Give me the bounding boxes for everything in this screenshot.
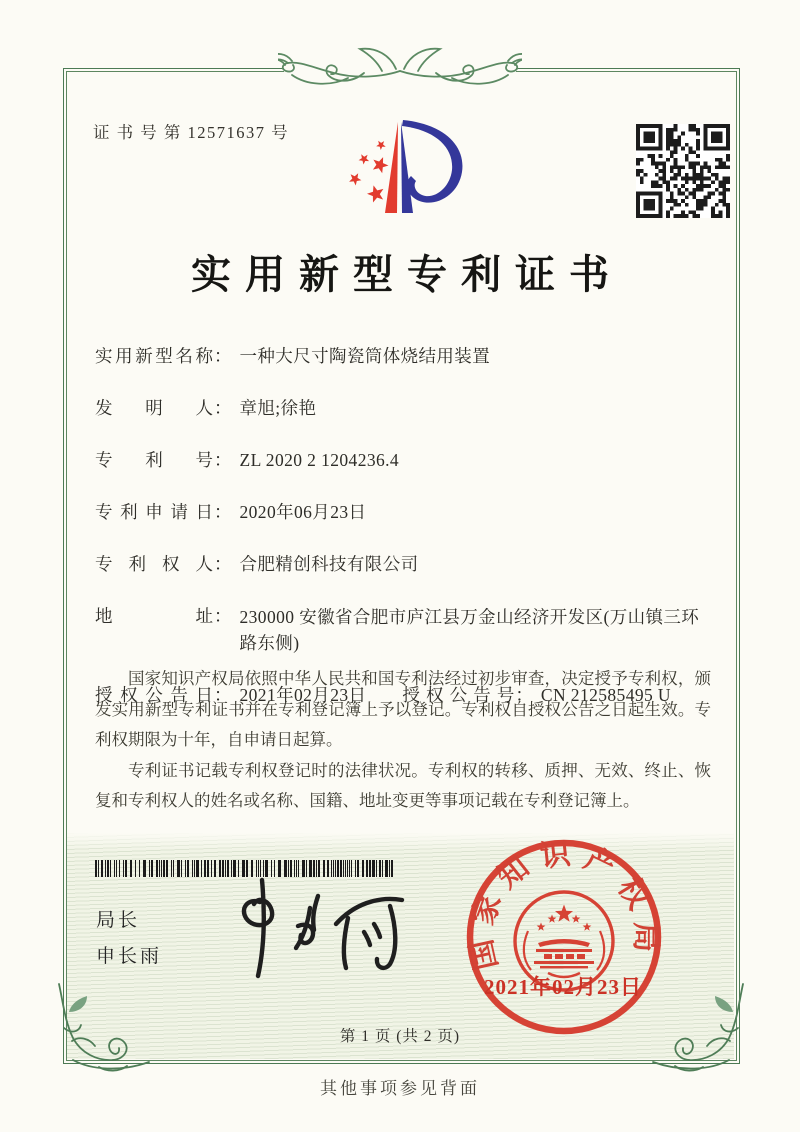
commissioner-title: 局长 bbox=[96, 910, 141, 931]
back-side-note: 其他事项参见背面 bbox=[320, 1079, 480, 1098]
field-row-patentee bbox=[95, 552, 711, 577]
field-colon: ： bbox=[214, 554, 232, 574]
field-colon: ： bbox=[214, 398, 232, 418]
certificate-title: 实用新型专利证书 bbox=[191, 252, 623, 297]
field-colon: ： bbox=[214, 346, 232, 366]
qr-code bbox=[636, 124, 730, 218]
logo-p-bowl bbox=[402, 120, 462, 203]
field-label: 授权公告日 bbox=[95, 685, 213, 705]
field-colon: ： bbox=[214, 502, 232, 522]
field-row-filing-date bbox=[95, 500, 711, 525]
field-label: 专利号 bbox=[95, 450, 213, 470]
field-colon: ： bbox=[214, 606, 232, 626]
field-colon: ： bbox=[214, 450, 232, 470]
field-colon: ： bbox=[515, 685, 533, 705]
field-label: 专利权人 bbox=[95, 554, 213, 574]
field-value: 章旭;徐艳 bbox=[239, 398, 317, 418]
field-label: 授权公告号 bbox=[402, 685, 515, 705]
field-value: 一种大尺寸陶瓷筒体烧结用装置 bbox=[239, 346, 491, 366]
field-colon: ： bbox=[214, 685, 232, 705]
field-label: 地址 bbox=[95, 606, 213, 626]
legal-paragraph-1: 国家知识产权局依照中华人民共和国专利法经过初步审查，决定授予专利权，颁发实用新型专利证书并在专利登记簿上予以登记。专利权自授权公告之日起生效。专利权期限为十年，自申请日起算。 bbox=[95, 669, 711, 749]
page-number: 第 1 页 (共 2 页) bbox=[339, 1028, 461, 1045]
field-value: 230000 安徽省合肥市庐江县万金山经济开发区(万山镇三环路东侧) bbox=[239, 607, 700, 653]
seal-ring-text: 国家知识产权局 bbox=[465, 837, 663, 973]
legal-text-block bbox=[95, 664, 711, 817]
field-value: ZL 2020 2 1204236.4 bbox=[239, 450, 400, 470]
field-label: 发明人 bbox=[95, 398, 213, 418]
logo-triangle-blue bbox=[401, 122, 413, 213]
logo-triangle-red bbox=[385, 122, 398, 213]
cnipa-logo bbox=[336, 110, 474, 224]
field-row-address bbox=[95, 604, 711, 656]
field-value: CN 212585495 U bbox=[540, 685, 671, 705]
field-row-name bbox=[95, 344, 711, 369]
legal-paragraph-2: 专利证书记载专利权登记时的法律状况。专利权的转移、质押、无效、终止、恢复和专利权人的姓名或名称、国籍、地址变更等事项记载在专利登记簿上。 bbox=[95, 760, 711, 810]
official-seal bbox=[461, 834, 667, 1040]
logo-stars bbox=[349, 141, 388, 203]
commissioner-name: 申长雨 bbox=[96, 946, 163, 967]
field-label: 专利申请日 bbox=[95, 502, 213, 522]
seal-date: 2021年02月23日 bbox=[484, 975, 642, 999]
certificate-number: 证 书 号 第 12571637 号 bbox=[93, 123, 290, 142]
field-row-inventor bbox=[95, 396, 711, 421]
svg-text:国家知识产权局 bbox=[465, 838, 662, 973]
top-flourish-ornament bbox=[278, 46, 522, 96]
field-value: 2020年06月23日 bbox=[239, 502, 367, 522]
field-value: 2021年02月23日 bbox=[239, 685, 367, 705]
field-row-patent-no bbox=[95, 448, 711, 473]
fields-block bbox=[95, 344, 711, 708]
field-value: 合肥精创科技有限公司 bbox=[239, 554, 419, 574]
signature-handwriting bbox=[218, 874, 418, 979]
field-label: 实用新型名称 bbox=[95, 346, 213, 366]
